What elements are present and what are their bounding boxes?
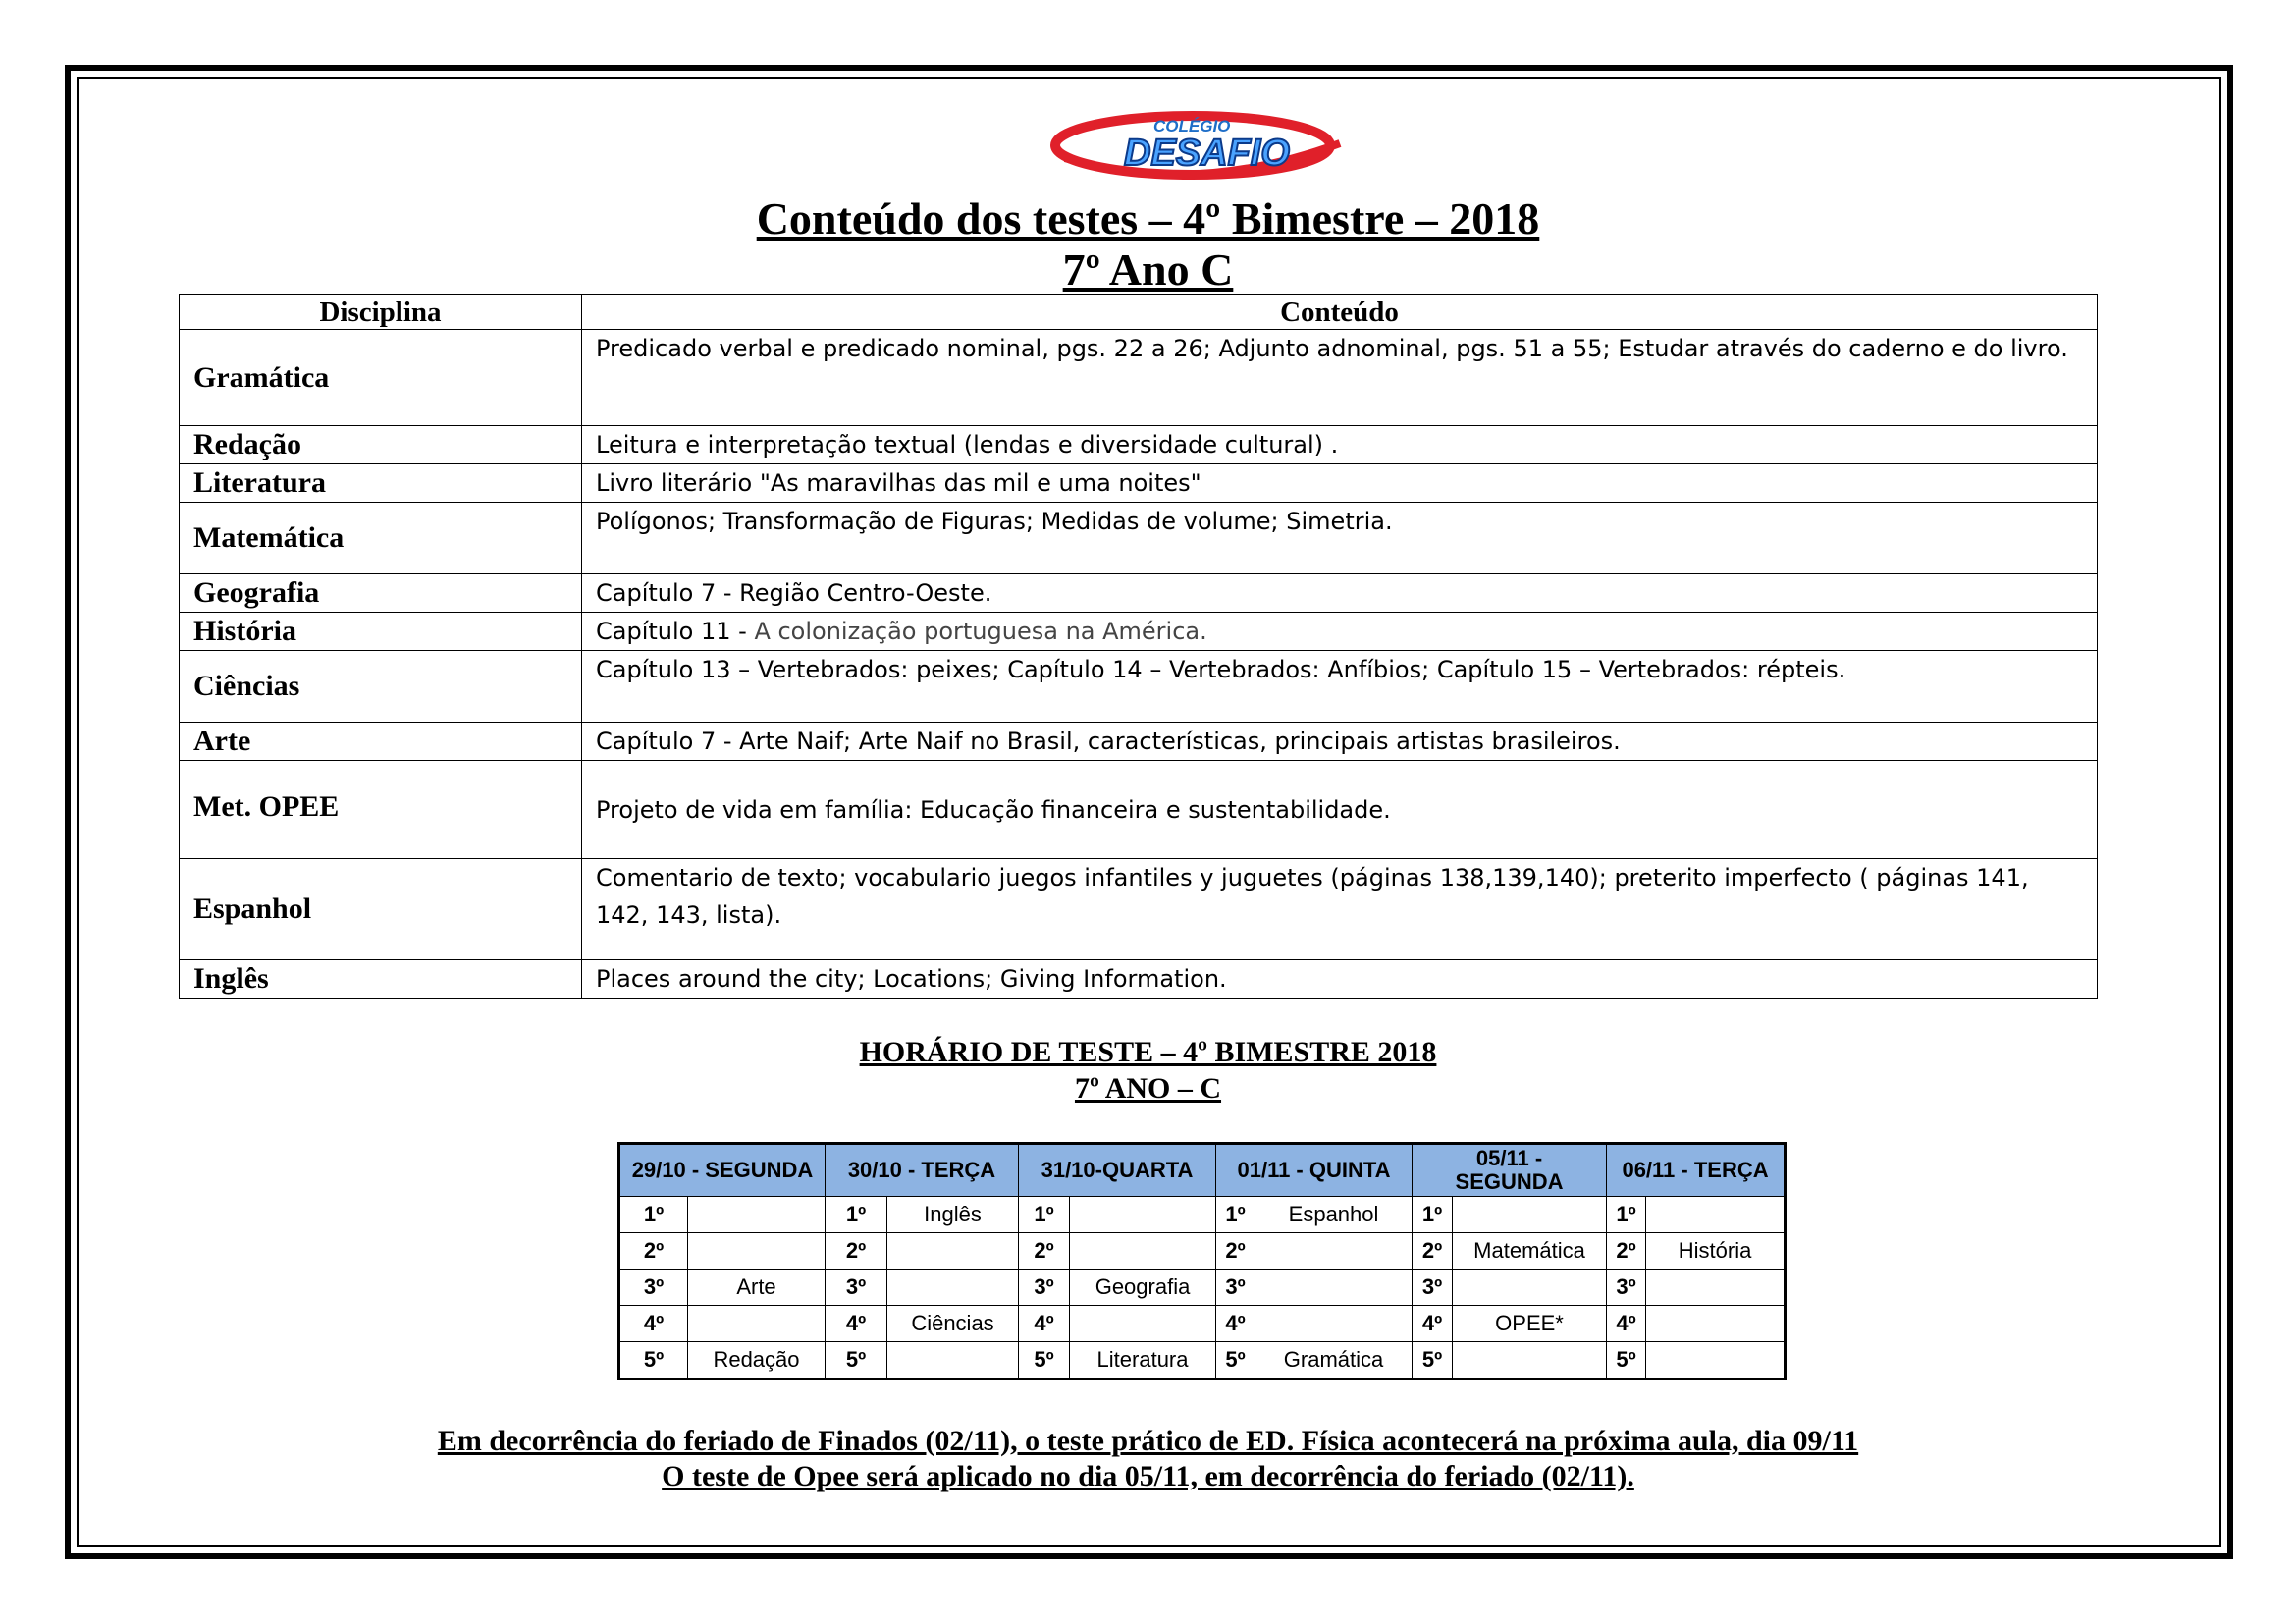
day-header: 05/11 - SEGUNDA	[1413, 1144, 1607, 1197]
note-physical-education: Em decorrência do feriado de Finados (02/11), o teste prático de ED. Física acontecerá na próxima aula, dia 09/11	[437, 1425, 1859, 1457]
content-cell: Predicado verbal e predicado nominal, pgs. 22 a 26; Adjunto adnominal, pgs. 51 a 55; Estudar através do caderno e do livro.	[582, 330, 2098, 426]
subject-cell	[1255, 1270, 1413, 1306]
subject-cell	[688, 1306, 826, 1342]
schedule-table	[617, 1142, 1787, 1380]
period-cell: 2º	[1607, 1233, 1646, 1270]
period-cell: 4º	[1413, 1306, 1453, 1342]
period-cell: 5º	[1607, 1342, 1646, 1380]
period-cell: 2º	[826, 1233, 887, 1270]
period-cell: 5º	[1413, 1342, 1453, 1380]
subject-cell: OPEE*	[1453, 1306, 1607, 1342]
content-cell: Leitura e interpretação textual (lendas e diversidade cultural) .	[582, 426, 2098, 464]
period-cell: 4º	[619, 1306, 688, 1342]
page-subtitle: 7º Ano C	[1062, 244, 1234, 295]
discipline-cell: Inglês	[180, 960, 582, 999]
period-cell: 1º	[826, 1197, 887, 1233]
discipline-cell: Literatura	[180, 464, 582, 503]
schedule-row	[619, 1306, 1786, 1342]
period-cell: 3º	[1607, 1270, 1646, 1306]
content-cell: Capítulo 13 – Vertebrados: peixes; Capítulo 14 – Vertebrados: Anfíbios; Capítulo 15 – Vertebrados: répteis.	[582, 651, 2098, 723]
logo-top-text: COLÉGIO	[1153, 117, 1231, 135]
content-cell: Livro literário "As maravilhas das mil e uma noites"	[582, 464, 2098, 503]
subject-cell	[887, 1270, 1019, 1306]
subject-cell	[887, 1342, 1019, 1380]
period-cell: 1º	[1607, 1197, 1646, 1233]
table-row	[180, 464, 2098, 503]
table-row	[180, 613, 2098, 651]
period-cell: 2º	[1216, 1233, 1255, 1270]
day-header: 29/10 - SEGUNDA	[619, 1144, 826, 1197]
table-row	[180, 723, 2098, 761]
subject-cell: Gramática	[1255, 1342, 1413, 1380]
discipline-cell: Ciências	[180, 651, 582, 723]
period-cell: 2º	[619, 1233, 688, 1270]
period-cell: 4º	[1607, 1306, 1646, 1342]
school-logo	[1045, 104, 1358, 192]
subject-cell	[1070, 1197, 1216, 1233]
period-cell: 3º	[619, 1270, 688, 1306]
content-cell: Polígonos; Transformação de Figuras; Medidas de volume; Simetria.	[582, 503, 2098, 574]
subject-cell: Redação	[688, 1342, 826, 1380]
subject-cell	[1255, 1233, 1413, 1270]
table-row	[180, 651, 2098, 723]
discipline-cell: Matemática	[180, 503, 582, 574]
content-prefix: Capítulo 11 -	[596, 618, 755, 645]
subject-cell: Geografia	[1070, 1270, 1216, 1306]
period-cell: 3º	[1216, 1270, 1255, 1306]
period-cell: 1º	[1019, 1197, 1070, 1233]
discipline-cell: Arte	[180, 723, 582, 761]
subject-cell	[1255, 1306, 1413, 1342]
schedule-header-row	[619, 1144, 1786, 1197]
subject-cell	[1646, 1270, 1786, 1306]
discipline-cell: Espanhol	[180, 859, 582, 960]
period-cell: 5º	[826, 1342, 887, 1380]
discipline-cell: História	[180, 613, 582, 651]
header-content: Conteúdo	[582, 295, 2098, 330]
subject-cell: Arte	[688, 1270, 826, 1306]
subject-cell: História	[1646, 1233, 1786, 1270]
schedule-row	[619, 1197, 1786, 1233]
day-header: 30/10 - TERÇA	[826, 1144, 1019, 1197]
content-cell: Comentario de texto; vocabulario juegos infantiles y juguetes (páginas 138,139,140); preterito imperfecto ( páginas 141, 142, 143, lista).	[582, 859, 2098, 960]
schedule-row	[619, 1342, 1786, 1380]
subject-cell: Literatura	[1070, 1342, 1216, 1380]
content-table	[179, 294, 2098, 999]
period-cell: 3º	[1019, 1270, 1070, 1306]
schedule-row	[619, 1233, 1786, 1270]
note-opee: O teste de Opee será aplicado no dia 05/11, em decorrência do feriado (02/11).	[662, 1460, 1634, 1492]
schedule-row	[619, 1270, 1786, 1306]
period-cell: 1º	[619, 1197, 688, 1233]
page-title: Conteúdo dos testes – 4º Bimestre – 2018	[756, 193, 1540, 244]
subject-cell	[1453, 1342, 1607, 1380]
subject-cell	[1646, 1306, 1786, 1342]
subject-cell	[887, 1233, 1019, 1270]
period-cell: 4º	[1216, 1306, 1255, 1342]
day-header: 06/11 - TERÇA	[1607, 1144, 1786, 1197]
discipline-cell: Redação	[180, 426, 582, 464]
day-header: 01/11 - QUINTA	[1216, 1144, 1413, 1197]
header-discipline: Disciplina	[180, 295, 582, 330]
table-row	[180, 960, 2098, 999]
subject-cell	[1453, 1270, 1607, 1306]
content-cell: Projeto de vida em família: Educação financeira e sustentabilidade.	[582, 761, 2098, 859]
subject-cell	[1070, 1233, 1216, 1270]
subject-cell: Espanhol	[1255, 1197, 1413, 1233]
period-cell: 2º	[1019, 1233, 1070, 1270]
content-rest: A colonização portuguesa na América.	[754, 618, 1207, 645]
period-cell: 3º	[826, 1270, 887, 1306]
period-cell: 4º	[1019, 1306, 1070, 1342]
period-cell: 1º	[1413, 1197, 1453, 1233]
table-row	[180, 503, 2098, 574]
logo-main-text: DESAFIO	[1124, 133, 1290, 174]
period-cell: 5º	[1216, 1342, 1255, 1380]
period-cell: 5º	[1019, 1342, 1070, 1380]
subject-cell: Inglês	[887, 1197, 1019, 1233]
day-header: 31/10-QUARTA	[1019, 1144, 1216, 1197]
discipline-cell: Geografia	[180, 574, 582, 613]
content-cell: Capítulo 7 - Região Centro-Oeste.	[582, 574, 2098, 613]
subject-cell: Ciências	[887, 1306, 1019, 1342]
subject-cell: Matemática	[1453, 1233, 1607, 1270]
table-row	[180, 426, 2098, 464]
subject-cell	[1453, 1197, 1607, 1233]
table-row	[180, 761, 2098, 859]
subject-cell	[1646, 1342, 1786, 1380]
discipline-cell: Met. OPEE	[180, 761, 582, 859]
period-cell: 1º	[1216, 1197, 1255, 1233]
table-row	[180, 574, 2098, 613]
content-cell: Capítulo 7 - Arte Naif; Arte Naif no Brasil, características, principais artistas brasileiros.	[582, 723, 2098, 761]
subject-cell	[688, 1233, 826, 1270]
subject-cell	[1070, 1306, 1216, 1342]
period-cell: 5º	[619, 1342, 688, 1380]
schedule-subtitle: 7º ANO – C	[1074, 1072, 1222, 1105]
table-row	[180, 330, 2098, 426]
subject-cell	[1646, 1197, 1786, 1233]
discipline-cell: Gramática	[180, 330, 582, 426]
period-cell: 4º	[826, 1306, 887, 1342]
subject-cell	[688, 1197, 826, 1233]
content-cell: Places around the city; Locations; Giving Information.	[582, 960, 2098, 999]
period-cell: 3º	[1413, 1270, 1453, 1306]
content-cell	[582, 613, 2098, 651]
schedule-title: HORÁRIO DE TESTE – 4º BIMESTRE 2018	[859, 1036, 1437, 1068]
period-cell: 2º	[1413, 1233, 1453, 1270]
content-table-header	[180, 295, 2098, 330]
table-row	[180, 859, 2098, 960]
